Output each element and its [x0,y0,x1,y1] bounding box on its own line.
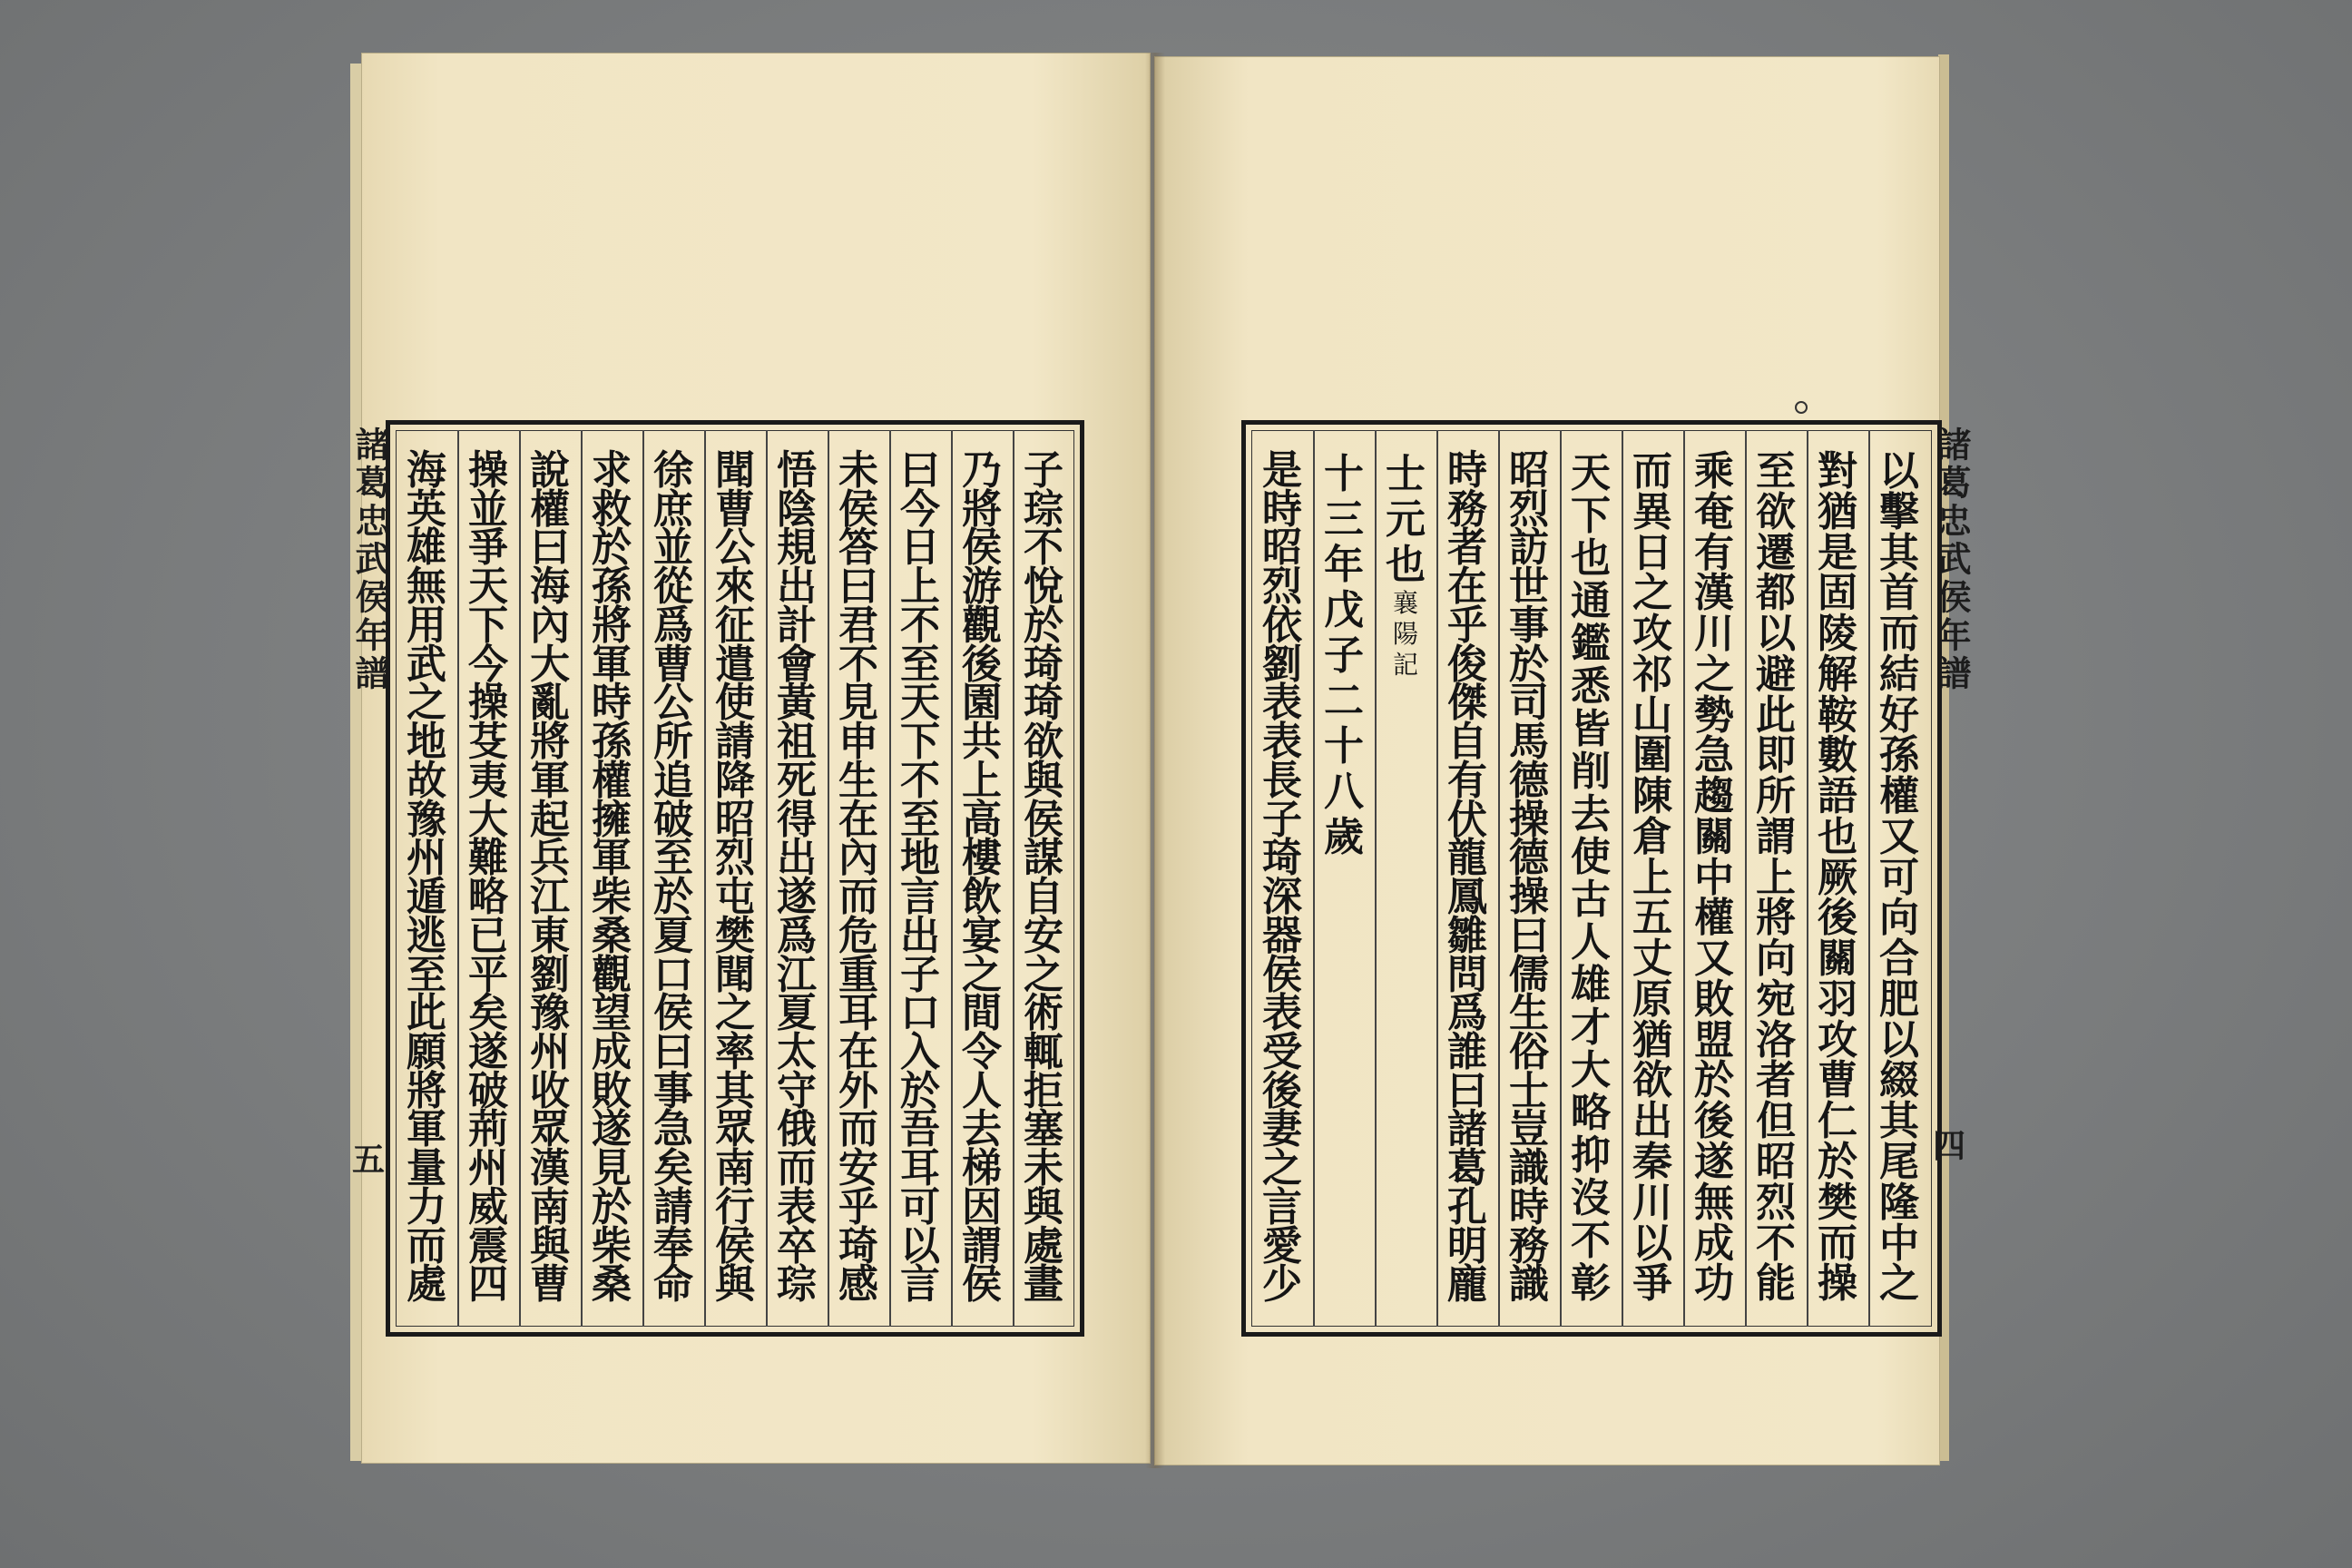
column-rule [704,430,706,1327]
margin-title-text: 諸葛忠武侯年譜 [349,426,390,693]
margin-title-text: 諸葛忠武侯年譜 [1931,426,1972,693]
text-column: 操 並 爭 天 下 今 操 芟 夷 大 難 略 已 平 矣 遂 破 荊 州 威 震 四 [468,447,508,1308]
column-rule [1498,430,1500,1327]
text-column: 說 權 曰 海 內 大 亂 將 軍 起 兵 江 東 劉 豫 州 收 眾 漢 南 與 曹 [530,447,570,1308]
right-text-frame [1241,420,1942,1337]
column-rule [889,430,891,1327]
right-folio: 四 [1933,1127,1966,1165]
text-column: 而 異 日 之 攻 祁 山 圍 陳 倉 上 五 丈 原 猶 欲 出 秦 川 以 爭 [1632,448,1672,1308]
column-rule [766,430,768,1327]
text-column: 乘 奄 有 漢 川 之 勢 急 趨 關 中 權 又 敗 盟 於 後 遂 無 成 功 [1694,448,1734,1308]
column-rule [828,430,829,1327]
ink-dot [1795,401,1808,414]
text-column: 時 務 者 在 乎 俊 傑 自 有 伏 龍 鳳 雛 問 爲 誰 曰 諸 葛 孔 明 龐 [1447,447,1487,1308]
text-column: 對 猶 是 固 陵 解 鞍 數 語 也 厥 後 關 羽 攻 曹 仁 於 樊 而 操 [1818,448,1857,1308]
column-rule [581,430,583,1327]
book-gutter [1145,53,1165,1468]
text-column: 以 擊 其 首 而 結 好 孫 權 又 可 向 合 肥 以 綴 其 尾 隆 中 之 [1879,448,1919,1308]
text-column: 悟 陰 規 出 計 會 黃 祖 死 得 出 遂 爲 江 夏 太 守 俄 而 表 卒 琮 [777,447,817,1308]
text-column: 昭 烈 訪 世 事 於 司 馬 德 操 德 操 曰 儒 生 俗 士 豈 識 時 務 識 [1509,447,1549,1308]
left-margin-title [348,426,391,693]
text-column: 求 救 於 孫 將 軍 時 孫 權 擁 軍 柴 桑 觀 望 成 敗 遂 見 於 柴 桑 [592,447,632,1308]
column-rule [1013,430,1014,1327]
column-rule [1622,430,1623,1327]
text-column: 是 時 昭 烈 依 劉 表 表 長 子 琦 深 器 侯 表 受 後 妻 之 言 愛 少 [1262,447,1302,1308]
text-column: 士 元 也 襄 陽 記 [1386,451,1426,680]
column-rule [951,430,953,1327]
column-rule [1807,430,1808,1327]
column-rule [642,430,644,1327]
column-rule [519,430,521,1327]
column-rule [1683,430,1685,1327]
column-rule [1560,430,1562,1327]
text-column: 海 英 雄 無 用 武 之 地 故 豫 州 遁 逃 至 此 願 將 軍 量 力 而 處 [407,447,446,1308]
annotation-text: 襄 陽 記 [1392,588,1418,680]
text-column: 乃 將 侯 游 觀 後 園 共 上 高 樓 飲 宴 之 間 令 人 去 梯 因 謂 侯 [962,447,1002,1308]
text-column: 至 欲 遷 都 以 避 此 即 所 謂 上 將 向 宛 洛 者 但 昭 烈 不 能 [1756,448,1796,1308]
text-column: 子 琮 不 悅 於 琦 琦 欲 與 侯 謀 自 安 之 術 輒 拒 塞 未 與 處 畫 [1024,447,1063,1308]
column-rule [457,430,459,1327]
text-column: 十 三 年 戊 子 二 十 八 歲 [1324,451,1364,860]
text-column: 天 下 也 通 鑑 悉 皆 削 去 使 古 人 雄 才 大 略 抑 沒 不 彰 [1571,450,1611,1307]
column-rule [1375,430,1377,1327]
column-rule [1436,430,1438,1327]
text-column: 曰 今 日 上 不 至 天 下 不 至 地 言 出 子 口 入 於 吾 耳 可 以 言 [900,447,940,1308]
column-rule [1745,430,1747,1327]
column-rule [1313,430,1315,1327]
text-column: 未 侯 答 曰 君 不 見 申 生 在 內 而 危 重 耳 在 外 而 安 乎 琦 感 [838,447,878,1308]
text-column: 聞 曹 公 來 征 遣 使 請 降 昭 烈 屯 樊 聞 之 率 其 眾 南 行 侯 與 [715,447,755,1308]
column-rule [1868,430,1870,1327]
left-text-frame [386,420,1084,1337]
text-column: 徐 庶 並 從 爲 曹 公 所 追 破 至 於 夏 口 侯 曰 事 急 矣 請 奉 命 [653,447,693,1308]
left-folio: 五 [352,1141,386,1179]
